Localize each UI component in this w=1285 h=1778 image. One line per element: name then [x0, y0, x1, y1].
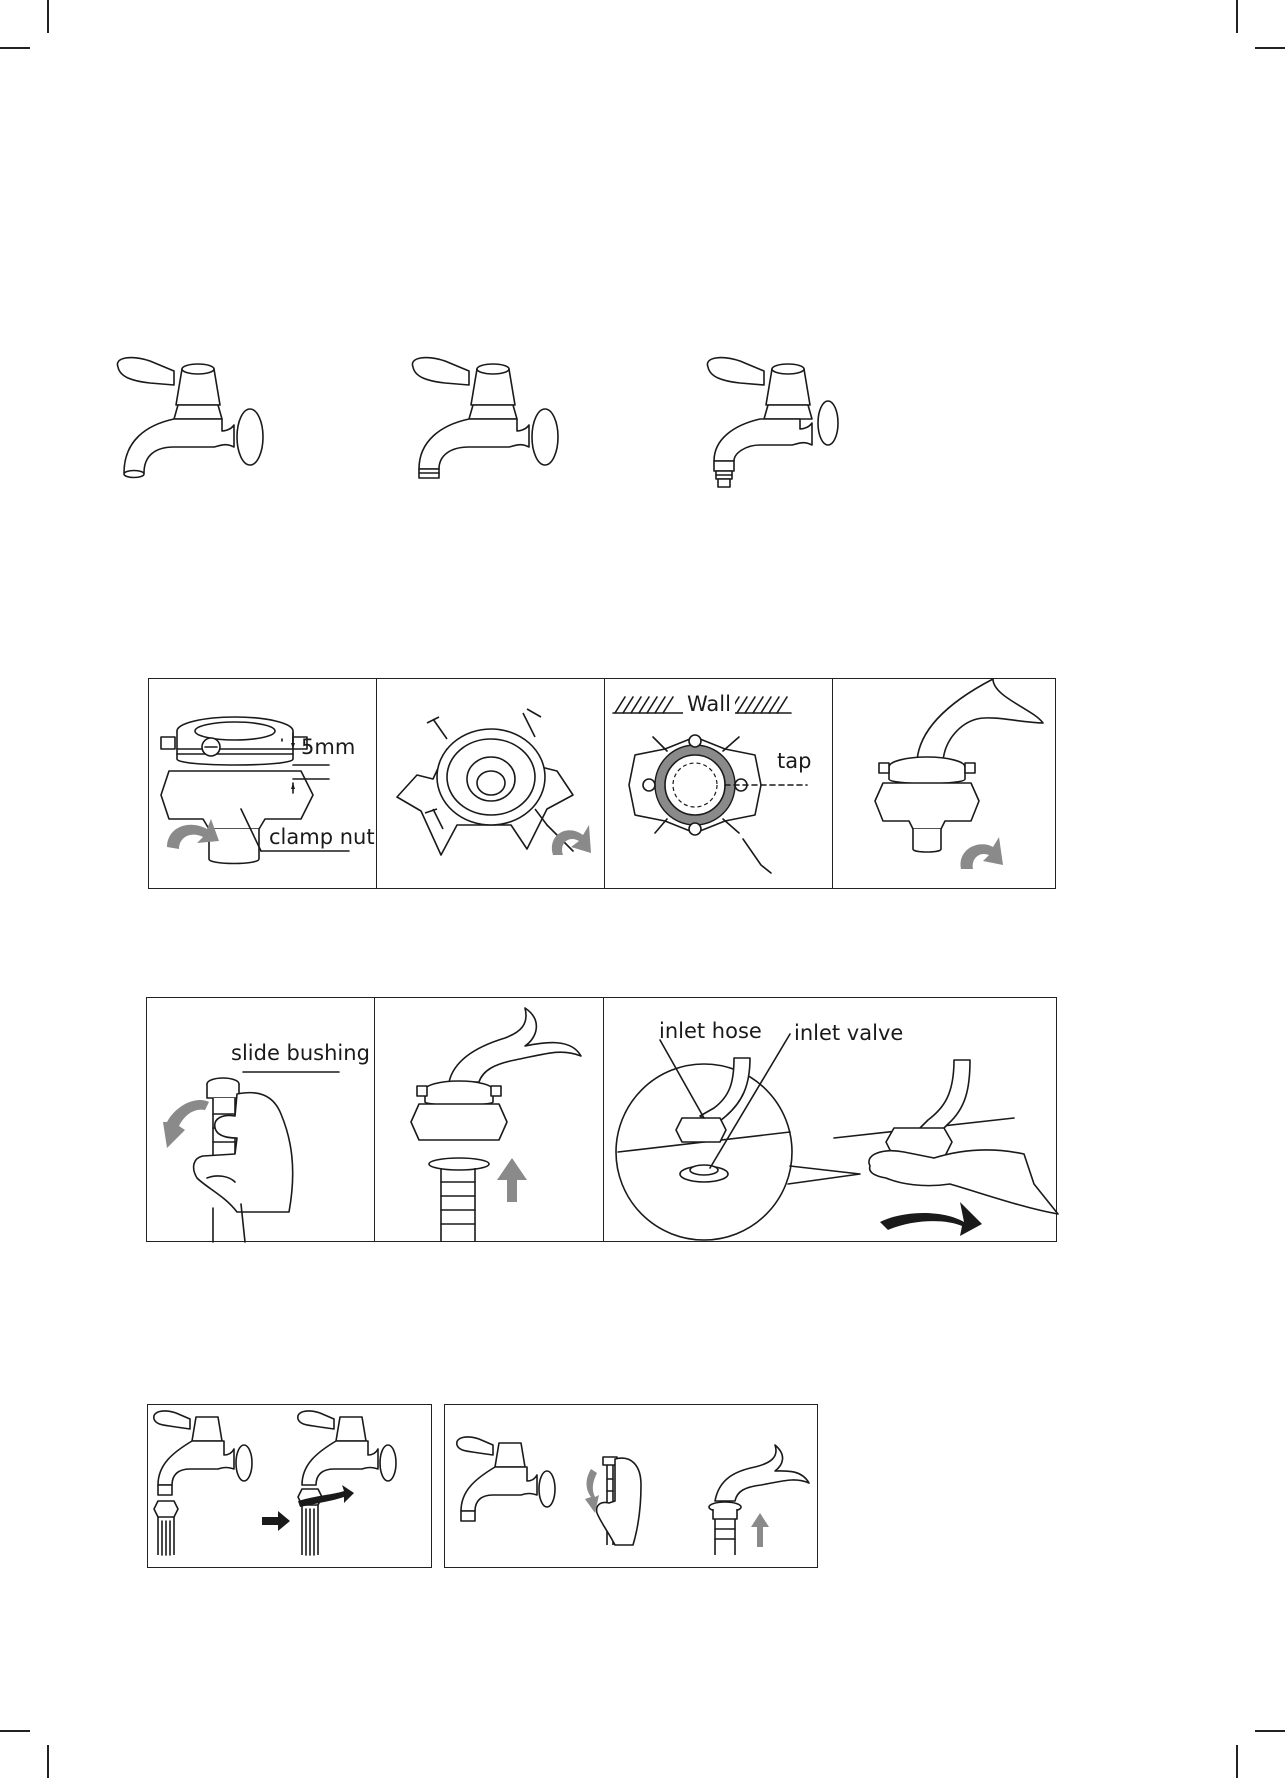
- hose-clamp-illustration: [833, 679, 1057, 889]
- threaded-tap-panel: [147, 1404, 432, 1568]
- panel-screws-tighten: [377, 679, 605, 888]
- slide-bushing-hand-illustration: [147, 998, 375, 1242]
- panel-inlet-valve: [604, 998, 1058, 1241]
- plain-tap-panel: [444, 1404, 818, 1568]
- inlet-hose-label: inlet hose: [659, 1019, 762, 1043]
- crop-mark-bottom-left-h: [0, 1730, 30, 1732]
- tap-label: tap: [777, 749, 812, 773]
- tap-illustration-plain: [110, 355, 280, 490]
- clamp-nut-label: clamp nut: [269, 825, 375, 849]
- crop-mark-top-left-v: [47, 0, 49, 33]
- panel-slide-bushing: [147, 998, 375, 1241]
- clamp-nut-illustration: [149, 679, 377, 889]
- panel-clamp-gap: [149, 679, 377, 888]
- tap-illustration-threaded: [405, 355, 575, 490]
- gap-5mm-label: 5mm: [301, 735, 356, 759]
- threaded-tap-adapter-illustration: [148, 1405, 433, 1569]
- panel-tap-on-wall: [605, 679, 833, 888]
- slide-bushing-label: slide bushing: [231, 1041, 370, 1065]
- plain-tap-hose-illustration: [445, 1405, 819, 1569]
- tap-illustration-adapter: [700, 355, 870, 490]
- crop-mark-bottom-left-v: [47, 1745, 49, 1778]
- crop-mark-top-right-h: [1255, 47, 1285, 49]
- crop-mark-top-left-h: [0, 47, 30, 49]
- crop-mark-bottom-right-h: [1255, 1730, 1285, 1732]
- panel-hose-connected: [833, 679, 1057, 888]
- wall-label: Wall: [683, 694, 735, 715]
- hose-push-illustration: [375, 998, 604, 1242]
- clamp-installation-panels: [148, 678, 1056, 889]
- crop-mark-top-right-v: [1236, 0, 1238, 33]
- clamp-screws-illustration: [377, 679, 605, 889]
- inlet-valve-label: inlet valve: [794, 1021, 904, 1045]
- hose-connection-panels: [146, 997, 1057, 1242]
- panel-hose-push-up: [375, 998, 604, 1241]
- crop-mark-bottom-right-v: [1236, 1745, 1238, 1778]
